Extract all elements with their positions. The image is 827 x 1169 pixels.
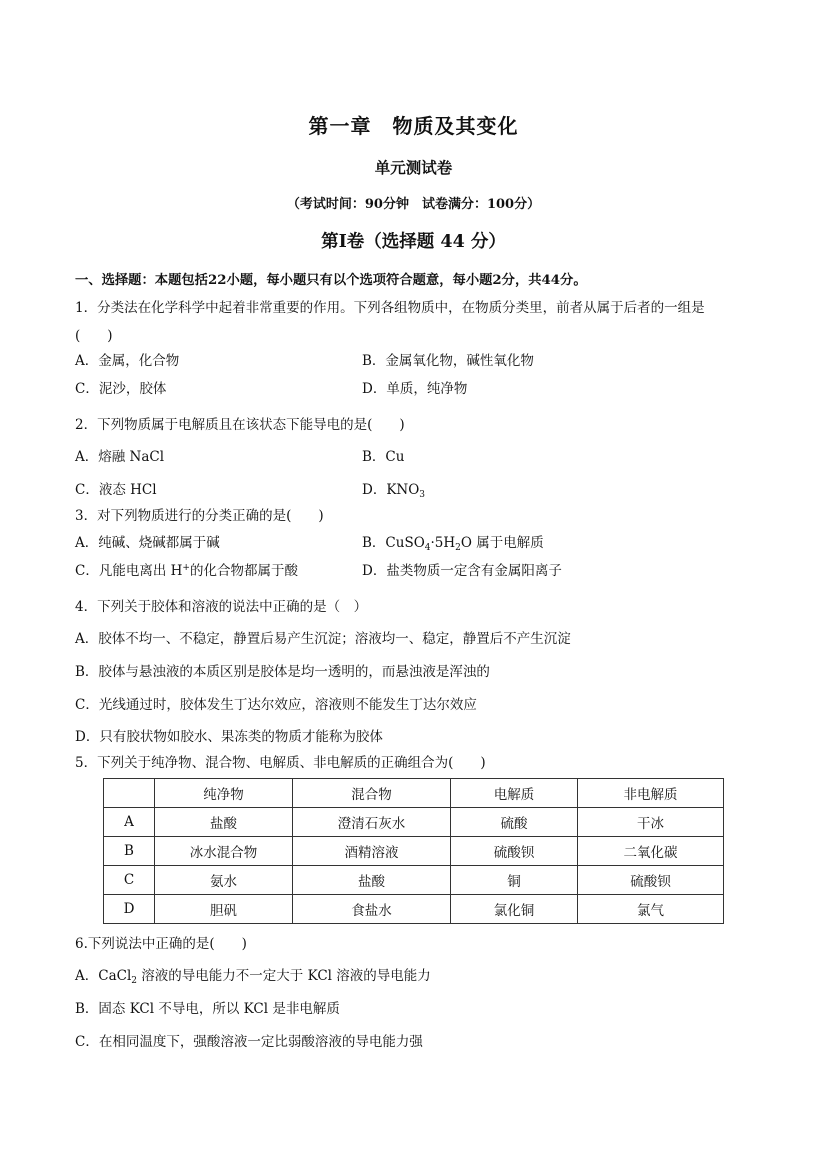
q3-stem: 3．对下列物质进行的分类正确的是( ) <box>75 508 324 524</box>
table-cell: D <box>104 895 155 924</box>
table-cell: 盐酸 <box>155 808 293 837</box>
exam-subtitle: 单元测试卷 <box>374 158 453 177</box>
q1-stem-blank: ( ) <box>75 328 113 344</box>
q3-option-c: C．凡能电离出 H+的化合物都属于酸 <box>75 563 298 579</box>
table-header-cell <box>104 779 155 808</box>
section-instructions: 一、选择题：本题包括22小题，每小题只有以个选项符合题意，每小题2分，共44分。 <box>75 273 587 288</box>
q5-stem: 5．下列关于纯净物、混合物、电解质、非电解质的正确组合为( ) <box>75 755 486 771</box>
table-cell: 干冰 <box>578 808 724 837</box>
table-cell: 食盐水 <box>293 895 451 924</box>
table-cell: A <box>104 808 155 837</box>
table-cell: 氨水 <box>155 866 293 895</box>
q1-option-a: A．金属，化合物 <box>75 353 180 369</box>
table-header-cell: 电解质 <box>451 779 578 808</box>
exam-time-info: （考试时间：90分钟 试卷满分：100分） <box>286 197 541 212</box>
q6-stem: 6.下列说法中正确的是( ) <box>75 936 247 952</box>
table-row <box>104 837 724 866</box>
q4-option-a: A．胶体不均一、不稳定，静置后易产生沉淀；溶液均一、稳定，静置后不产生沉淀 <box>75 631 571 647</box>
q3-option-d: D．盐类物质一定含有金属阳离子 <box>362 563 562 579</box>
q1-option-d: D．单质，纯净物 <box>362 381 468 397</box>
table-header-cell: 纯净物 <box>155 779 293 808</box>
table-cell: 硫酸钡 <box>578 866 724 895</box>
table-cell: 盐酸 <box>293 866 451 895</box>
q6-option-c: C．在相同温度下，强酸溶液一定比弱酸溶液的导电能力强 <box>75 1034 423 1050</box>
volume-heading: 第Ⅰ卷（选择题 44 分） <box>321 232 506 252</box>
table-cell: B <box>104 837 155 866</box>
table-row <box>104 808 724 837</box>
table-cell: 硫酸钡 <box>451 837 578 866</box>
table-cell: 二氧化碳 <box>578 837 724 866</box>
table-row <box>104 895 724 924</box>
table-header-cell: 混合物 <box>293 779 451 808</box>
q4-stem: 4．下列关于胶体和溶液的说法中正确的是（ ） <box>75 599 368 615</box>
table-cell: 硫酸 <box>451 808 578 837</box>
q3-option-a: A．纯碱、烧碱都属于碱 <box>75 535 220 551</box>
q2-option-a: A．熔融 NaCl <box>75 449 165 465</box>
q6-option-b: B．固态 KCl 不导电，所以 KCl 是非电解质 <box>75 1001 340 1017</box>
q2-option-b: B．Cu <box>362 449 405 465</box>
q5-table <box>103 778 724 924</box>
table-cell: 氯化铜 <box>451 895 578 924</box>
chapter-title: 第一章 物质及其变化 <box>308 114 519 138</box>
q4-option-d: D．只有胶状物如胶水、果冻类的物质才能称为胶体 <box>75 729 383 745</box>
q1-option-c: C．泥沙，胶体 <box>75 381 167 397</box>
q6-option-a: A．CaCl$_2$ 溶液的导电能力不一定大于 KCl 溶液的导电能力 <box>75 968 431 986</box>
table-cell: C <box>104 866 155 895</box>
q2-option-d: D．$KNO_3$ <box>362 482 426 500</box>
table-cell: 铜 <box>451 866 578 895</box>
table-header-cell: 非电解质 <box>578 779 724 808</box>
q4-option-c: C．光线通过时，胶体发生丁达尔效应，溶液则不能发生丁达尔效应 <box>75 697 477 713</box>
table-header-row <box>104 779 724 808</box>
q3-option-b: B．$CuSO_4\cdot 5H_2O$ 属于电解质 <box>362 535 544 553</box>
q2-option-c: C．液态 HCl <box>75 482 157 498</box>
table-row <box>104 866 724 895</box>
table-cell: 氯气 <box>578 895 724 924</box>
q1-stem: 1．分类法在化学科学中起着非常重要的作用。下列各组物质中，在物质分类里，前者从属于后者的一组是 <box>75 300 705 316</box>
q2-stem: 2．下列物质属于电解质且在该状态下能导电的是( ) <box>75 417 405 433</box>
table-cell: 冰水混合物 <box>155 837 293 866</box>
table-cell: 澄清石灰水 <box>293 808 451 837</box>
q1-option-b: B．金属氧化物，碱性氧化物 <box>362 353 534 369</box>
q4-option-b: B．胶体与悬浊液的本质区别是胶体是均一透明的，而悬浊液是浑浊的 <box>75 664 490 680</box>
table-cell: 胆矾 <box>155 895 293 924</box>
table-cell: 酒精溶液 <box>293 837 451 866</box>
